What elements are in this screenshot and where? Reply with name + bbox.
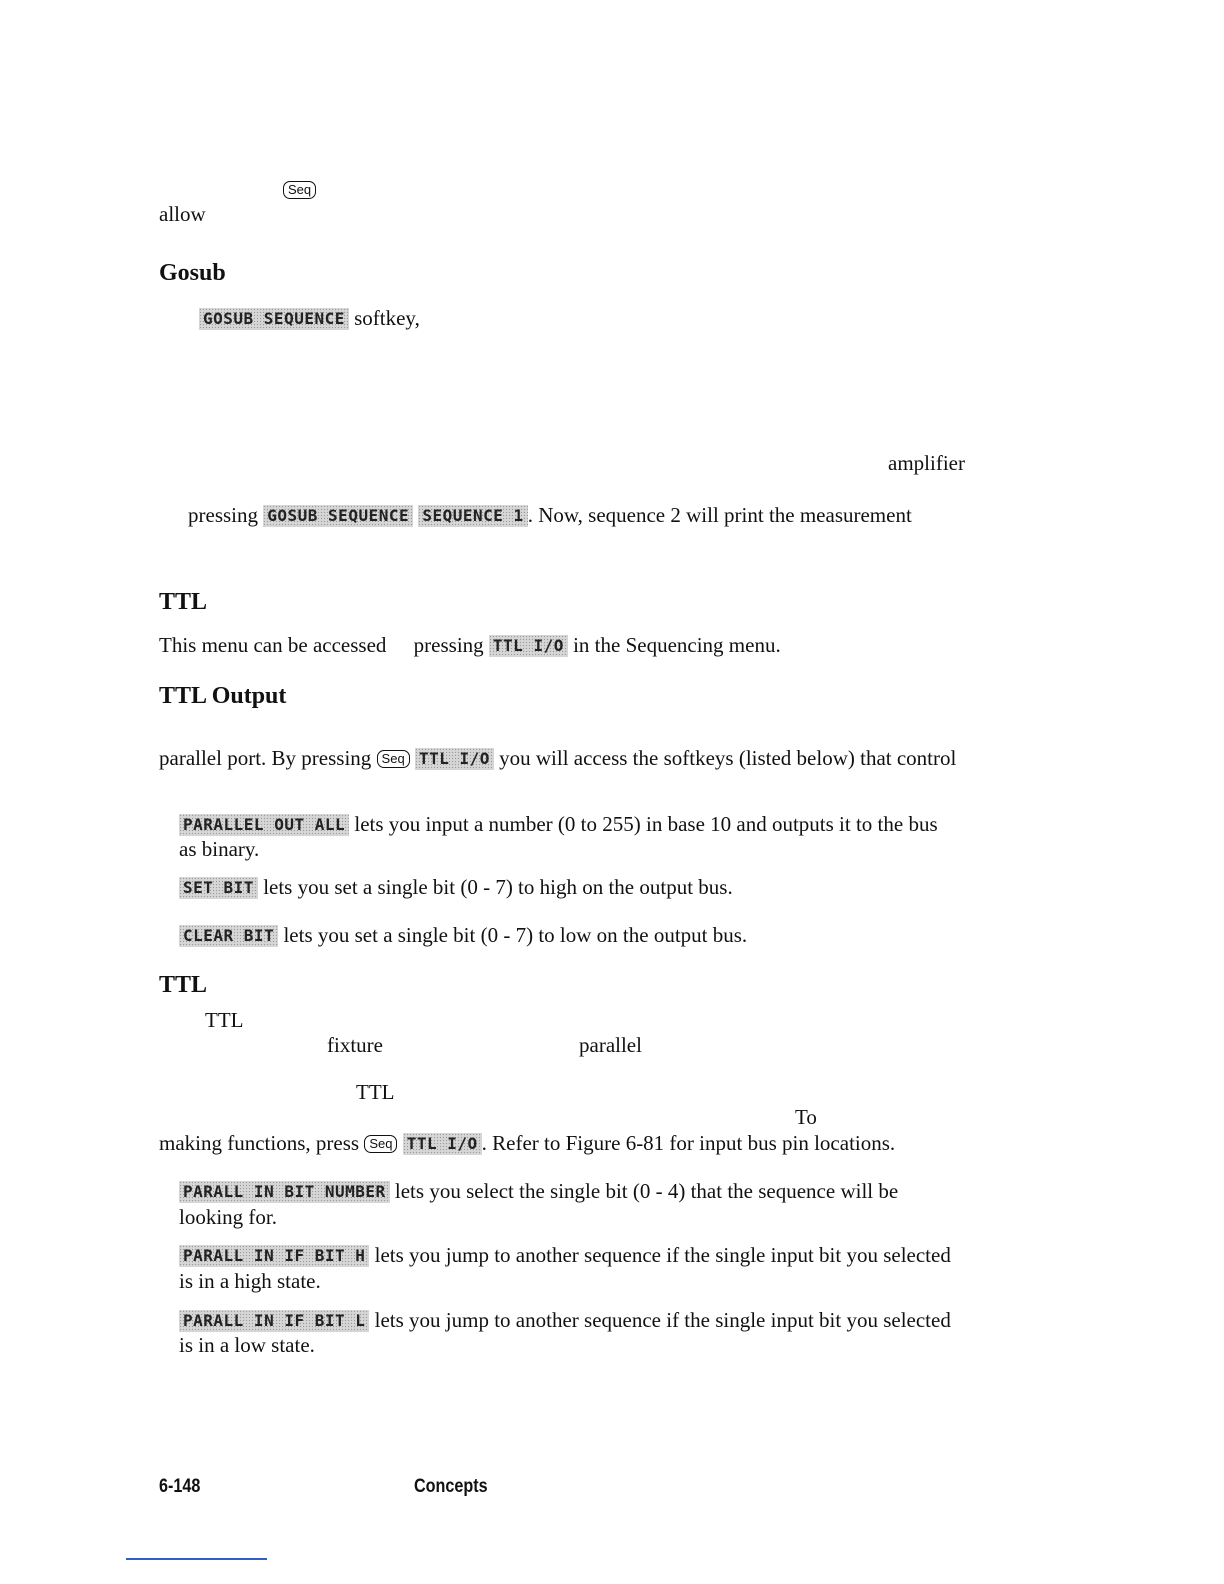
parall-in-if-bit-h-softkey: PARALL IN IF BIT H: [179, 1245, 369, 1267]
parallel-out-all-item: [179, 812, 938, 836]
parallel-out-all-desc-2: as binary.: [179, 837, 260, 861]
parall-in-if-bit-h-desc-2: is in a high state.: [179, 1269, 321, 1293]
menu-access-line: [159, 633, 781, 657]
making-text-b: . Refer to Figure 6-81 for input bus pin locations.: [481, 1131, 896, 1155]
gosub-softkey-line: [199, 306, 420, 330]
ttl-input-heading: TTL: [159, 972, 208, 998]
parallel-port-text-a: parallel port. By pressing: [159, 746, 372, 770]
pressing-text: pressing: [188, 503, 258, 527]
seq-key: Seq: [283, 181, 316, 199]
parallel-text: parallel: [579, 1033, 642, 1057]
ttl-word-1: TTL: [205, 1008, 244, 1032]
to-text: To: [795, 1105, 817, 1129]
parall-in-bit-number-desc-2: looking for.: [179, 1205, 277, 1229]
set-bit-item: [179, 875, 733, 899]
menu-access-text-c: in the Sequencing menu.: [573, 633, 781, 657]
ttl-heading: TTL: [159, 589, 208, 615]
clear-bit-softkey: CLEAR BIT: [179, 925, 278, 947]
making-functions-line: [159, 1131, 895, 1155]
clear-bit-item: [179, 923, 747, 947]
page-number: 6-148: [159, 1476, 201, 1497]
menu-access-text-b: pressing: [413, 633, 484, 657]
bottom-divider: [126, 1558, 267, 1560]
footer-section: Concepts: [414, 1476, 488, 1497]
parallel-port-line: [159, 746, 956, 770]
parallel-out-all-desc: lets you input a number (0 to 255) in base 10 and outputs it to the bus: [354, 812, 938, 836]
parallel-port-text-b: you will access the softkeys (listed below) that control: [499, 746, 957, 770]
ttl-io-softkey-2: TTL I/O: [415, 748, 494, 770]
fixture-text: fixture: [327, 1033, 383, 1057]
menu-access-text-a: This menu can be accessed: [159, 633, 387, 657]
gosub-sequence-softkey: GOSUB SEQUENCE: [199, 308, 349, 330]
softkey-comma-text: softkey,: [354, 306, 420, 330]
parall-in-if-bit-l-desc: lets you jump to another sequence if the single input bit you selected: [374, 1308, 951, 1332]
making-text-a: making functions, press: [159, 1131, 360, 1155]
now-sequence-text: . Now, sequence 2 will print the measurement: [527, 503, 912, 527]
parall-in-bit-number-item: [179, 1179, 898, 1203]
parall-in-if-bit-l-desc-2: is in a low state.: [179, 1333, 315, 1357]
clear-bit-desc: lets you set a single bit (0 - 7) to low on the output bus.: [283, 923, 748, 947]
gosub-heading: Gosub: [159, 260, 226, 286]
sequence-1-softkey: SEQUENCE 1: [418, 505, 527, 527]
gosub-sequence-softkey-2: GOSUB SEQUENCE: [263, 505, 413, 527]
ttl-word-2: TTL: [356, 1080, 395, 1104]
ttl-io-softkey-3: TTL I/O: [403, 1133, 482, 1155]
seq-key-2: Seq: [377, 750, 410, 768]
parallel-out-all-softkey: PARALLEL OUT ALL: [179, 814, 349, 836]
ttl-io-softkey: TTL I/O: [489, 635, 568, 657]
parall-in-if-bit-h-desc: lets you jump to another sequence if the single input bit you selected: [374, 1243, 951, 1267]
parall-in-if-bit-l-softkey: PARALL IN IF BIT L: [179, 1310, 369, 1332]
set-bit-desc: lets you set a single bit (0 - 7) to high on the output bus.: [263, 875, 733, 899]
parall-in-bit-number-softkey: PARALL IN BIT NUMBER: [179, 1181, 390, 1203]
parall-in-if-bit-h-item: [179, 1243, 951, 1267]
allow-text: allow: [159, 202, 206, 226]
set-bit-softkey: SET BIT: [179, 877, 258, 899]
amplifier-text: amplifier: [888, 451, 965, 475]
seq-key-3: Seq: [364, 1135, 397, 1153]
parall-in-bit-number-desc: lets you select the single bit (0 - 4) that the sequence will be: [394, 1179, 899, 1203]
ttl-output-heading: TTL Output: [159, 683, 287, 709]
pressing-gosub-line: [188, 503, 912, 527]
parall-in-if-bit-l-item: [179, 1308, 951, 1332]
